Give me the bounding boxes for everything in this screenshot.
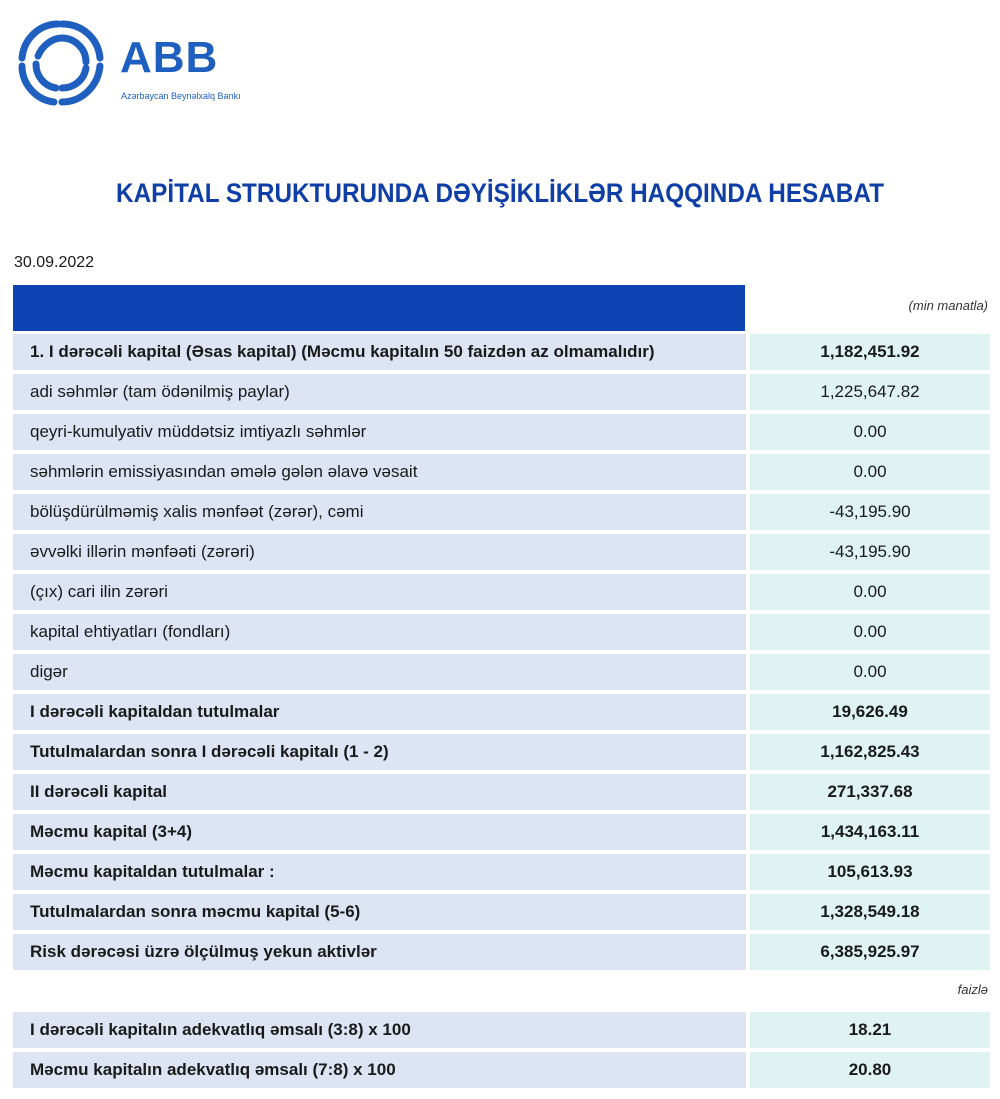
row-value: 1,225,647.82 [750, 374, 990, 410]
brand-name: ABB [120, 33, 219, 82]
report-date: 30.09.2022 [14, 254, 95, 271]
row-label: I dərəcəli kapitaldan tutulmalar [13, 694, 746, 730]
table-row [13, 414, 990, 450]
row-label: adi səhmlər (tam ödənilmiş paylar) [13, 374, 746, 410]
abb-emblem-icon [12, 14, 112, 112]
table-row [13, 374, 990, 410]
row-label: Məcmu kapitaldan tutulmalar : [13, 854, 746, 890]
capital-table [13, 334, 990, 974]
row-label: Tutulmalardan sonra I dərəcəli kapitalı (1 - 2) [13, 734, 746, 770]
row-label: səhmlərin emissiyasından əmələ gələn əlavə vəsait [13, 454, 746, 490]
brand-logo [12, 14, 242, 112]
table-row [13, 734, 990, 770]
row-label: Məcmu kapitalın adekvatlıq əmsalı (7:8) x 100 [13, 1052, 746, 1088]
row-label: 1. I dərəcəli kapital (Əsas kapital) (Məcmu kapitalın 50 faizdən az olmamalıdır) [13, 334, 746, 370]
row-value: -43,195.90 [750, 534, 990, 570]
row-value: 0.00 [750, 654, 990, 690]
table-row [13, 894, 990, 930]
table-row [13, 854, 990, 890]
table-row [13, 654, 990, 690]
row-label: qeyri-kumulyativ müddətsiz imtiyazlı səhmlər [13, 414, 746, 450]
table-row [13, 614, 990, 650]
row-value: 271,337.68 [750, 774, 990, 810]
row-label: (çıx) cari ilin zərəri [13, 574, 746, 610]
row-value: 1,328,549.18 [750, 894, 990, 930]
table-row [13, 694, 990, 730]
row-value: 18.21 [750, 1012, 990, 1048]
row-value: 0.00 [750, 574, 990, 610]
report-title: KAPİTAL STRUKTURUNDA DƏYİŞİKLİKLƏR HAQQINDA HESABAT [116, 178, 884, 208]
table-row [13, 774, 990, 810]
table-row [13, 1052, 990, 1088]
row-label: Məcmu kapital (3+4) [13, 814, 746, 850]
row-value: 0.00 [750, 414, 990, 450]
row-label: I dərəcəli kapitalın adekvatlıq əmsalı (3:8) x 100 [13, 1012, 746, 1048]
table-row [13, 1012, 990, 1048]
row-value: 20.80 [750, 1052, 990, 1088]
row-label: kapital ehtiyatları (fondları) [13, 614, 746, 650]
ratios-table [13, 1012, 990, 1092]
table-row [13, 814, 990, 850]
row-label: digər [13, 654, 746, 690]
ratios-unit-label: faizlə [957, 982, 988, 997]
row-value: 1,182,451.92 [750, 334, 990, 370]
row-value: 19,626.49 [750, 694, 990, 730]
row-value: 1,434,163.11 [750, 814, 990, 850]
table-row [13, 934, 990, 970]
brand-subtitle: Azərbaycan Beynəlxalq Bankı [121, 91, 241, 101]
row-label: II dərəcəli kapital [13, 774, 746, 810]
row-label: Tutulmalardan sonra məcmu kapital (5-6) [13, 894, 746, 930]
table-header-bar [13, 285, 745, 331]
row-label: Risk dərəcəsi üzrə ölçülmuş yekun aktivlər [13, 934, 746, 970]
unit-label: (min manatla) [908, 298, 988, 313]
table-row [13, 534, 990, 570]
row-value: 105,613.93 [750, 854, 990, 890]
row-label: əvvəlki illərin mənfəəti (zərəri) [13, 534, 746, 570]
row-value: -43,195.90 [750, 494, 990, 530]
row-value: 6,385,925.97 [750, 934, 990, 970]
table-row [13, 334, 990, 370]
table-row [13, 494, 990, 530]
row-value: 0.00 [750, 614, 990, 650]
row-value: 1,162,825.43 [750, 734, 990, 770]
row-value: 0.00 [750, 454, 990, 490]
row-label: bölüşdürülməmiş xalis mənfəət (zərər), cəmi [13, 494, 746, 530]
table-row [13, 454, 990, 490]
table-row [13, 574, 990, 610]
